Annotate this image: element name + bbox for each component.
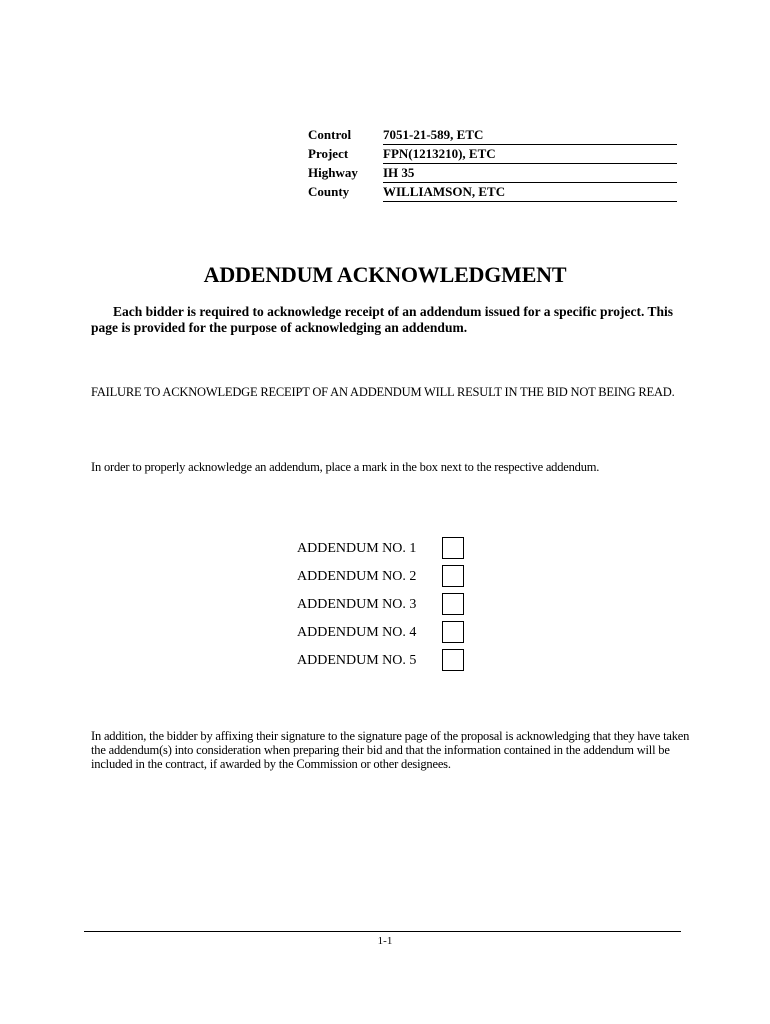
page-title: ADDENDUM ACKNOWLEDGMENT [203,262,567,287]
warning-paragraph: FAILURE TO ACKNOWLEDGE RECEIPT OF AN ADDENDUM WILL RESULT IN THE BID NOT BEING READ. [91,385,675,399]
addendum-checkbox-2[interactable] [442,565,464,587]
highway-value: IH 35 [383,164,677,183]
addendum-checkbox-3[interactable] [442,593,464,615]
addendum-checkbox-5[interactable] [442,649,464,671]
county-value: WILLIAMSON, ETC [383,183,677,202]
instruction-paragraph: In order to properly acknowledge an addendum, place a mark in the box next to the respective addendum. [91,460,600,474]
control-value: 7051-21-589, ETC [383,126,677,145]
page-number: 1-1 [377,935,393,947]
intro-paragraph [91,304,681,336]
county-label: County [308,184,350,199]
project-value: FPN(1213210), ETC [383,145,677,164]
addendum-label-4: ADDENDUM NO. 4 [297,625,417,640]
addendum-checkbox-1[interactable] [442,537,464,559]
control-label: Control [308,127,352,142]
project-label: Project [308,146,349,161]
highway-label: Highway [308,165,358,180]
addendum-label-1: ADDENDUM NO. 1 [297,541,417,556]
addendum-label-2: ADDENDUM NO. 2 [297,569,417,584]
footer-divider [84,931,681,932]
addendum-checkbox-4[interactable] [442,621,464,643]
addendum-label-3: ADDENDUM NO. 3 [297,597,417,612]
signature-note-paragraph: In addition, the bidder by affixing their signature to the signature page of the proposal is acknowledging that they have taken the addendum(s) into consideration when preparing their bid and that the information contained in the addendum will be included in the contract, if awarded by the Commission or other designees. [91,729,690,771]
addendum-label-5: ADDENDUM NO. 5 [297,653,417,668]
intro-text: Each bidder is required to acknowledge receipt of an addendum issued for a specific project. This page is provided for the purpose of acknowledging an addendum. [91,304,674,335]
